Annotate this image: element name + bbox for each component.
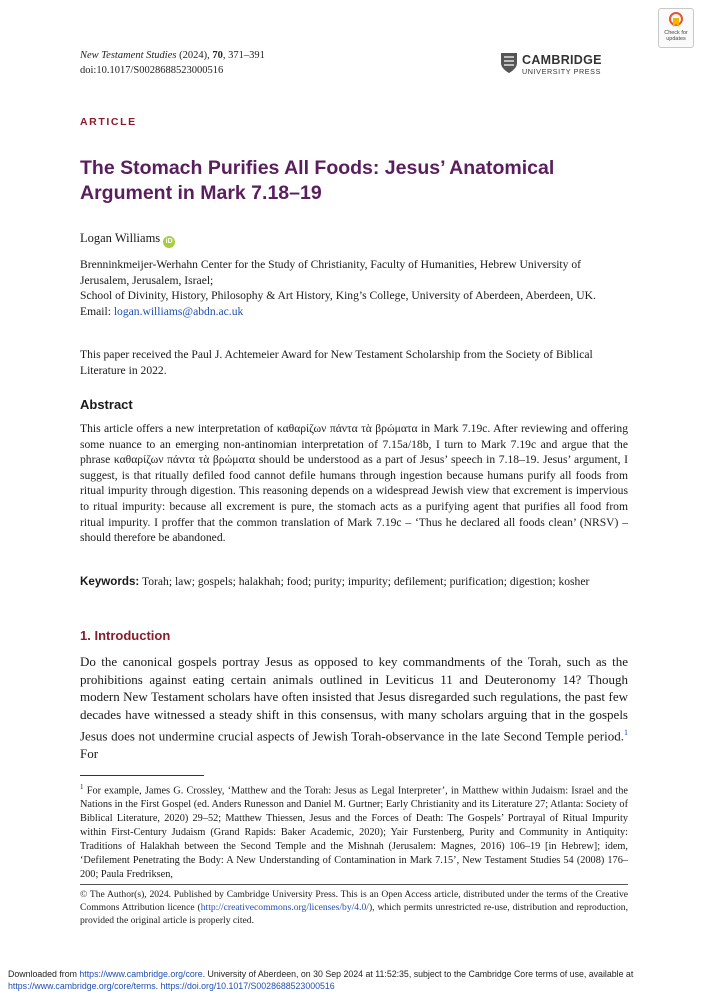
footnote-text: For example, James G. Crossley, ‘Matthew and the Torah: Jesus as Legal Interpreter’, in Matthew within Judaism: Israel and the Nations in the First Gospel (ed. Anders Runesson and Daniel M. Gurtner; Early Christianity and its Literature 27; Atlanta: Society of Biblical Literature, 2020) 29–52; Matthew Thiessen, Jesus and the Forces of Death: The Gospels’ Portrayal of Ritual Impurity within First-Century Judaism (Grand Rapids: Baker Academic, 2020); Yair Furstenberg, Purity and Community in Antiquity: Traditions of Halakhah between the Second Temple and the Mishnah (Jerusalem: Magnes, 2016) 106–19 [in Hebrew]; idem, ‘Defilement Penetrating the Body: A New Understanding of Contamination in Mark 7.15’, New Testament Studies 54 (2008) 176–200; Paula Fredriksen,	[80, 785, 629, 881]
article-title: The Stomach Purifies All Foods: Jesus’ Anatomical Argument in Mark 7.18–19	[80, 157, 555, 204]
affiliation-1: Brenninkmeijer-Werhahn Center for the Study of Christianity, Faculty of Humanities, Hebrew University of Jerusalem, Jerusalem, Israel;	[80, 258, 582, 287]
download-sep: .	[155, 981, 161, 991]
author-name[interactable]: Logan Williams	[80, 231, 161, 245]
keywords	[80, 574, 628, 590]
journal-citation	[80, 48, 265, 78]
email-label: Email:	[80, 304, 114, 318]
journal-pages: , 371–391	[222, 50, 265, 61]
license-post: ), which permits unrestricted re-use, distribution and reproduction, provided the original article is properly cited.	[80, 902, 629, 926]
license-notice	[80, 888, 628, 927]
footnote-divider	[80, 775, 204, 776]
doi[interactable]: doi:10.1017/S0028688523000516	[80, 65, 224, 76]
license-pre: © The Author(s), 2024. Published by Cambridge University Press. This is an Open Access article, distributed under the terms of the Creative Commons Attribution licence (	[80, 889, 628, 913]
intro-text: Do the canonical gospels portray Jesus as opposed to key commandments of the Torah, such as the prohibitions against eating certain animals outlined in Leviticus 11 and Deuteronomy 14? Though modern New Testament scholars have often insisted that Jesus disregarded such regulations, the past few decades have witnessed a steady shift in this consensus, with many scholars arguing that in the gospels Jesus does not undermine crucial aspects of Jewish Torah-observance in the late Second Temple period.	[80, 654, 628, 744]
check-for-updates-badge[interactable]	[658, 8, 694, 48]
download-pre: Downloaded from	[8, 969, 80, 979]
abstract-text: This article offers a new interpretation of καθαρίζων πάντα τὰ βρώματα in Mark 7.19c. After reviewing and offering some nuance to an emerging non-antinomian interpretation of 7.15a/18b, I turn to Mark 7.19c and argue that the phrase καθαρίζων πάντα τὰ βρώματα should be understood as a part of Jesus’ speech in 7.18–19. Jesus’ argument, I suggest, is that ritually defiled food cannot defile humans through ingestion because humans purify all foods from ritual impurity through digestion. This reasoning depends on a widespread Jewish view that excrement is impervious to ritual impurity: because all excrement is pure, the stomach acts as a purifying agent that purifies all food from ritual impurity. I proffer that the common translation of Mark 7.19c – ‘Thus he declared all foods clean’ (NRSV) – should therefore be abandoned.	[80, 422, 628, 545]
introduction-paragraph	[80, 653, 628, 763]
affiliation-2: School of Divinity, History, Philosophy & Art History, King’s College, University of Aberdeen, Aberdeen, UK.	[80, 289, 596, 303]
updates-label: Check for updates	[664, 30, 688, 42]
license-link[interactable]: http://creativecommons.org/licenses/by/4.0/	[200, 902, 369, 913]
affiliations	[80, 257, 620, 319]
email-link[interactable]: logan.williams@abdn.ac.uk	[113, 304, 244, 318]
publisher-sub: UNIVERSITY PRESS	[522, 67, 601, 76]
doi-link[interactable]: https://doi.org/10.1017/S0028688523000516	[160, 981, 335, 991]
journal-year: (2024),	[179, 50, 210, 61]
cambridge-core-link[interactable]: https://www.cambridge.org/core	[79, 969, 203, 979]
keywords-list: Torah; law; gospels; halakhah; food; purity; impurity; defilement; purification; digestion; kosher	[139, 575, 590, 588]
publisher-name: CAMBRIDGE	[522, 53, 602, 67]
abstract-heading: Abstract	[80, 397, 133, 412]
footnote-marker: 1	[80, 783, 84, 791]
journal-volume: 70	[212, 50, 223, 61]
journal-name: New Testament Studies	[80, 50, 177, 61]
intro-tail: For	[80, 745, 99, 761]
email-line	[80, 304, 620, 320]
cambridge-logo[interactable]	[500, 52, 610, 80]
terms-link[interactable]: https://www.cambridge.org/core/terms	[8, 981, 156, 991]
footnote-1	[80, 780, 628, 882]
footnote-ref[interactable]: 1	[624, 727, 628, 737]
section-heading-introduction: 1. Introduction	[80, 628, 171, 643]
article-type: ARTICLE	[80, 116, 137, 128]
keywords-label: Keywords:	[80, 575, 140, 588]
download-banner	[8, 968, 698, 992]
shield-icon	[500, 52, 518, 74]
author-line	[80, 231, 175, 248]
download-mid: . University of Aberdeen, on 30 Sep 2024 at 11:52:35, subject to the Cambridge Core terms of use, available at	[202, 969, 634, 979]
bookmark-icon	[669, 12, 683, 28]
award-note: This paper received the Paul J. Achtemeier Award for New Testament Scholarship from the Society of Biblical Literature in 2022.	[80, 348, 593, 377]
orcid-icon[interactable]: iD	[163, 236, 175, 248]
license-divider	[80, 884, 628, 885]
